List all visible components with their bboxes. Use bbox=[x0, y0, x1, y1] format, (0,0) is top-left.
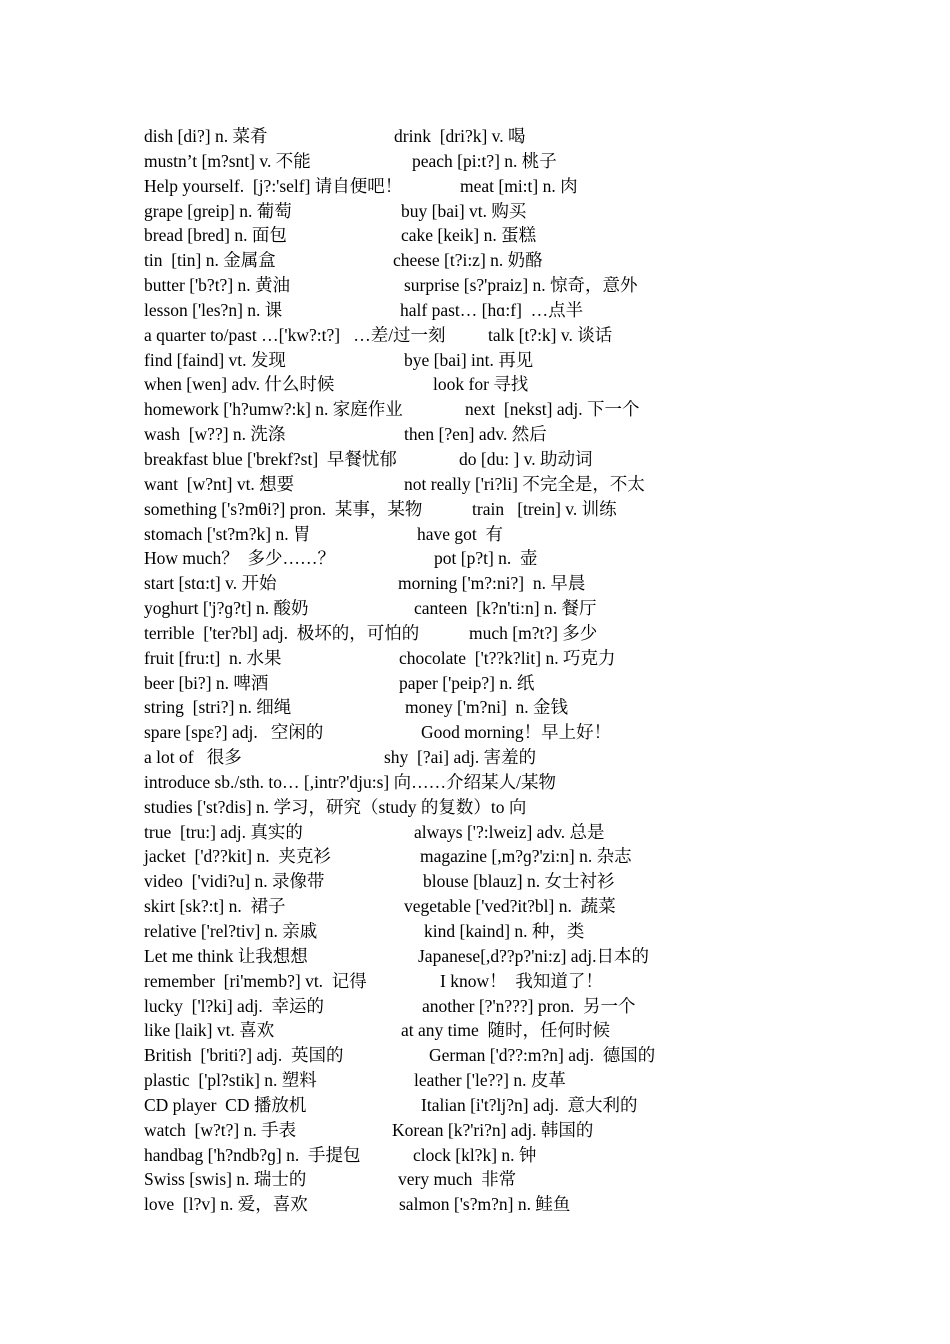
vocab-entry-left: CD player CD 播放机 bbox=[144, 1094, 307, 1115]
vocab-entry-left: lucky ['l?ki] adj. 幸运的 bbox=[144, 995, 325, 1016]
vocab-entry-right: meat [mi:t] n. 肉 bbox=[460, 175, 578, 196]
vocab-line bbox=[144, 323, 844, 348]
vocab-entry-right: at any time 随时，任何时候 bbox=[401, 1020, 610, 1041]
vocab-entry-right: another [?'n???] pron. 另一个 bbox=[422, 995, 636, 1016]
vocab-entry-left: handbag ['h?ndb?ɡ] n. 手提包 bbox=[144, 1144, 361, 1165]
vocab-line bbox=[144, 472, 844, 497]
vocab-entry-left: yoghurt ['j?ɡ?t] n. 酸奶 bbox=[144, 598, 309, 619]
vocab-entry-right: I know！ 我知道了！ bbox=[440, 970, 603, 991]
vocab-entry-left: stomach ['st?m?k] n. 胃 bbox=[144, 523, 311, 544]
vocab-entry-right: train [trein] v. 训练 bbox=[472, 498, 617, 519]
vocab-entry-right: always ['?:lweiz] adv. 总是 bbox=[414, 821, 605, 842]
vocab-entry-left: remember [ri'memb?] vt. 记得 bbox=[144, 970, 367, 991]
vocab-entry-left: fruit [fru:t] n. 水果 bbox=[144, 647, 282, 668]
vocab-line bbox=[144, 397, 844, 422]
vocab-line bbox=[144, 969, 844, 994]
vocab-entry-left: watch [w?t?] n. 手表 bbox=[144, 1119, 297, 1140]
vocab-entry-left: bread [bred] n. 面包 bbox=[144, 225, 287, 246]
vocab-entry-right: Korean [k?'ri?n] adj. 韩国的 bbox=[392, 1119, 594, 1140]
vocab-entry-right: paper ['peip?] n. 纸 bbox=[399, 672, 535, 693]
vocab-entry-right: cake [keik] n. 蛋糕 bbox=[401, 225, 537, 246]
vocab-entry-right: do [du: ] v. 助动词 bbox=[459, 448, 593, 469]
vocab-entry-right: pot [p?t] n. 壶 bbox=[434, 548, 538, 569]
vocab-entry-right: morning ['m?:ni?] n. 早晨 bbox=[398, 573, 586, 594]
vocab-entry-left: true [tru:] adj. 真实的 bbox=[144, 821, 303, 842]
vocab-entry-right: Japanese[,d??p?'ni:z] adj.日本的 bbox=[418, 945, 650, 966]
vocab-entry-right: canteen [k?n'ti:n] n. 餐厅 bbox=[414, 598, 597, 619]
vocab-entry-left: skirt [sk?:t] n. 裙子 bbox=[144, 896, 286, 917]
vocab-entry-left: wash [w??] n. 洗涤 bbox=[144, 424, 286, 445]
vocab-entry-right: not really ['ri?li] 不完全是，不太 bbox=[404, 473, 645, 494]
vocab-entry-right: magazine [,m?ɡ?'zi:n] n. 杂志 bbox=[420, 846, 632, 867]
vocabulary-list bbox=[144, 124, 844, 1217]
vocab-line bbox=[144, 671, 844, 696]
vocab-entry-right: buy [bai] vt. 购买 bbox=[401, 200, 527, 221]
vocab-entry-right: have got 有 bbox=[417, 523, 504, 544]
vocab-line bbox=[144, 994, 844, 1019]
vocab-line bbox=[144, 1093, 844, 1118]
vocab-entry-right: very much 非常 bbox=[398, 1169, 517, 1190]
vocab-entry-right: half past… [hɑ:f] …点半 bbox=[400, 299, 584, 320]
vocab-entry-right: money ['m?ni] n. 金钱 bbox=[405, 697, 569, 718]
vocab-entry-right: bye [bai] int. 再见 bbox=[404, 349, 534, 370]
vocab-entry-left: mustn’t [m?snt] v. 不能 bbox=[144, 150, 311, 171]
vocab-line bbox=[144, 795, 844, 820]
vocab-line bbox=[144, 298, 844, 323]
vocab-line bbox=[144, 770, 844, 795]
vocab-entry-left: a quarter to/past …['kw?:t?] …差/过一刻 bbox=[144, 324, 446, 345]
vocab-line bbox=[144, 844, 844, 869]
vocab-entry-left: when [wen] adv. 什么时候 bbox=[144, 374, 335, 395]
vocab-entry-right: kind [kaind] n. 种，类 bbox=[424, 921, 585, 941]
vocab-line bbox=[144, 621, 844, 646]
vocab-entry-left: dish [di?] n. 菜肴 bbox=[144, 126, 268, 146]
vocab-entry-right: cheese [t?i:z] n. 奶酪 bbox=[393, 250, 543, 271]
vocab-entry-left: grape [ɡreip] n. 葡萄 bbox=[144, 200, 292, 221]
vocab-entry-right: drink [dri?k] v. 喝 bbox=[394, 126, 526, 146]
vocab-line bbox=[144, 1192, 844, 1217]
vocab-line bbox=[144, 372, 844, 397]
vocab-line bbox=[144, 944, 844, 969]
vocab-entry-right: chocolate ['t??k?lit] n. 巧克力 bbox=[399, 647, 616, 668]
vocab-line bbox=[144, 695, 844, 720]
vocab-entry-left: introduce sb./sth. to… [,intr?'dju:s] 向……介绍某人/某物 bbox=[144, 771, 556, 792]
vocab-line bbox=[144, 1167, 844, 1192]
vocab-entry-left: jacket ['d??kit] n. 夹克衫 bbox=[144, 846, 331, 867]
vocab-entry-left: plastic ['pl?stik] n. 塑料 bbox=[144, 1070, 317, 1091]
vocab-entry-left: find [faind] vt. 发现 bbox=[144, 349, 286, 370]
vocab-entry-right: salmon ['s?m?n] n. 鲑鱼 bbox=[399, 1194, 571, 1215]
vocab-entry-right: peach [pi:t?] n. 桃子 bbox=[412, 150, 557, 171]
vocab-line bbox=[144, 1118, 844, 1143]
vocab-entry-right: German ['d??:m?n] adj. 德国的 bbox=[429, 1045, 656, 1066]
vocab-line bbox=[144, 546, 844, 571]
vocab-entry-left: tin [tin] n. 金属盒 bbox=[144, 250, 276, 271]
vocab-entry-left: start [stɑ:t] v. 开始 bbox=[144, 573, 277, 594]
vocab-line bbox=[144, 869, 844, 894]
vocab-line bbox=[144, 596, 844, 621]
vocab-entry-right: blouse [blauz] n. 女士衬衫 bbox=[423, 871, 615, 892]
vocab-line bbox=[144, 646, 844, 671]
vocab-line bbox=[144, 720, 844, 745]
vocab-entry-right: clock [kl?k] n. 钟 bbox=[413, 1144, 537, 1165]
vocab-line bbox=[144, 894, 844, 919]
vocab-entry-right: surprise [s?'praiz] n. 惊奇，意外 bbox=[404, 275, 638, 296]
vocab-line bbox=[144, 149, 844, 174]
vocab-line bbox=[144, 273, 844, 298]
vocab-line bbox=[144, 124, 844, 149]
vocab-entry-left: breakfast blue ['brekf?st] 早餐忧郁 bbox=[144, 448, 397, 469]
vocab-entry-left: like [laik] vt. 喜欢 bbox=[144, 1020, 275, 1041]
vocab-line bbox=[144, 422, 844, 447]
vocab-entry-right: look for 寻找 bbox=[433, 374, 529, 395]
vocab-line bbox=[144, 1043, 844, 1068]
vocab-entry-left: terrible ['ter?bl] adj. 极坏的，可怕的 bbox=[144, 622, 420, 643]
vocab-line bbox=[144, 248, 844, 273]
vocab-line bbox=[144, 223, 844, 248]
vocab-entry-left: How much？ 多少……？ bbox=[144, 548, 336, 569]
vocab-line bbox=[144, 820, 844, 845]
vocab-line bbox=[144, 745, 844, 770]
vocab-entry-right: Good morning！早上好！ bbox=[421, 722, 612, 743]
vocab-entry-left: relative ['rel?tiv] n. 亲戚 bbox=[144, 921, 318, 941]
vocab-entry-left: video ['vidi?u] n. 录像带 bbox=[144, 871, 325, 892]
vocab-entry-right: leather ['le??] n. 皮革 bbox=[414, 1070, 566, 1091]
vocab-entry-left: British ['briti?] adj. 英国的 bbox=[144, 1045, 344, 1066]
vocab-entry-left: a lot of 很多 bbox=[144, 747, 242, 768]
vocab-entry-left: studies ['st?dis] n. 学习，研究（study 的复数）to 向 bbox=[144, 796, 527, 817]
vocab-entry-left: string [stri?] n. 细绳 bbox=[144, 697, 292, 718]
vocab-entry-left: something ['s?mθi?] pron. 某事，某物 bbox=[144, 498, 423, 519]
vocab-entry-right: Italian [i't?lj?n] adj. 意大利的 bbox=[421, 1094, 638, 1115]
vocab-entry-left: Help yourself. [j?:'self] 请自便吧！ bbox=[144, 175, 403, 196]
vocab-line bbox=[144, 919, 844, 944]
vocab-line bbox=[144, 1143, 844, 1168]
vocab-line bbox=[144, 571, 844, 596]
vocab-entry-left: homework ['h?umw?:k] n. 家庭作业 bbox=[144, 399, 403, 420]
vocab-entry-left: butter ['b?t?] n. 黄油 bbox=[144, 275, 291, 296]
vocab-entry-left: beer [bi?] n. 啤酒 bbox=[144, 672, 269, 693]
vocab-line bbox=[144, 447, 844, 472]
vocab-entry-left: Swiss [swis] n. 瑞士的 bbox=[144, 1169, 307, 1190]
vocab-line bbox=[144, 522, 844, 547]
vocab-entry-right: next [nekst] adj. 下一个 bbox=[465, 399, 640, 420]
vocab-entry-right: shy [?ai] adj. 害羞的 bbox=[384, 747, 537, 768]
vocab-entry-left: want [w?nt] vt. 想要 bbox=[144, 473, 295, 494]
vocab-line bbox=[144, 199, 844, 224]
vocab-entry-left: love [l?v] n. 爱，喜欢 bbox=[144, 1194, 308, 1215]
vocab-entry-right: talk [t?:k] v. 谈话 bbox=[488, 324, 613, 345]
vocab-line bbox=[144, 174, 844, 199]
vocab-entry-left: lesson ['les?n] n. 课 bbox=[144, 299, 283, 320]
vocab-entry-right: much [m?t?] 多少 bbox=[469, 622, 598, 643]
vocab-line bbox=[144, 1018, 844, 1043]
vocab-entry-right: vegetable ['ved?it?bl] n. 蔬菜 bbox=[404, 896, 616, 917]
vocab-entry-left: spare [spɛ?] adj. 空闲的 bbox=[144, 722, 324, 743]
vocab-entry-right: then [?en] adv. 然后 bbox=[404, 424, 547, 445]
vocab-line bbox=[144, 497, 844, 522]
vocab-line bbox=[144, 348, 844, 373]
vocab-line bbox=[144, 1068, 844, 1093]
vocab-entry-left: Let me think 让我想想 bbox=[144, 945, 308, 966]
